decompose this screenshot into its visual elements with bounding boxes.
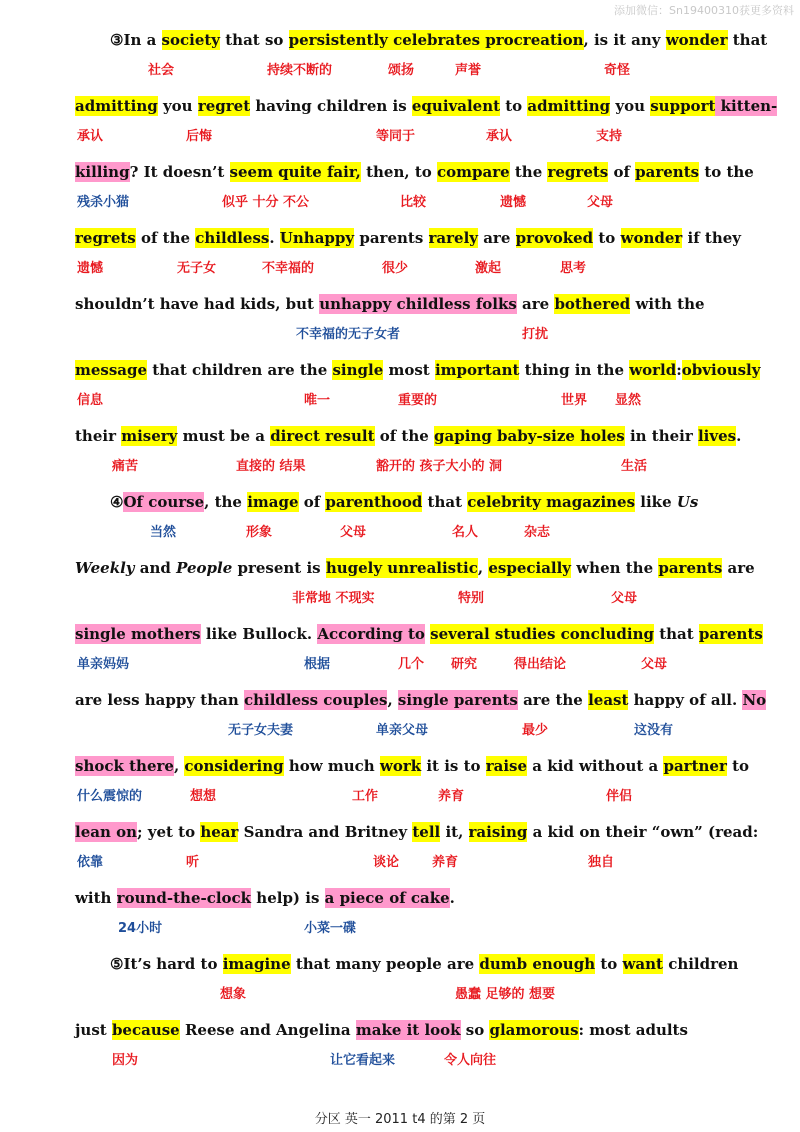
- chinese-gloss: 根据: [304, 657, 331, 672]
- keyword-highlight: admitting: [75, 97, 158, 115]
- text-segment: are less happy than: [75, 691, 244, 709]
- keyword-highlight: imagine: [222, 955, 291, 973]
- chinese-gloss: 这没有: [634, 723, 674, 738]
- text-segment: to: [500, 97, 528, 115]
- keyword-highlight: important: [434, 361, 520, 379]
- keyword-highlight: society: [161, 31, 221, 49]
- text-segment: that children are the: [147, 361, 333, 379]
- text-segment: Weekly: [75, 559, 135, 577]
- text-segment: :: [676, 361, 682, 379]
- text-segment: Us: [676, 493, 699, 511]
- text-segment: to: [593, 229, 621, 247]
- text-segment: like: [635, 493, 677, 511]
- chinese-gloss: 父母: [641, 657, 668, 672]
- text-segment: are: [516, 295, 555, 313]
- keyword-highlight: lives: [697, 427, 737, 445]
- chinese-gloss: 想想: [190, 789, 217, 804]
- text-segment: that: [653, 625, 699, 643]
- keyword-highlight: direct result: [270, 427, 375, 445]
- phrase-highlight: lean on: [75, 823, 137, 841]
- text-segment: when the: [571, 559, 659, 577]
- keyword-highlight: parents: [698, 625, 763, 643]
- chinese-gloss: 令人向往: [444, 1053, 497, 1068]
- chinese-gloss: 让它看起来: [330, 1053, 396, 1068]
- keyword-highlight: seem quite fair,: [229, 163, 361, 181]
- phrase-highlight: make it look: [355, 1021, 461, 1039]
- phrase-highlight: killing: [75, 163, 130, 181]
- text-segment: it is to: [421, 757, 486, 775]
- english-line: [75, 755, 749, 777]
- text-segment: ,: [387, 691, 398, 709]
- keyword-highlight: glamorous: [489, 1021, 579, 1039]
- keyword-highlight: rarely: [428, 229, 478, 247]
- chinese-gloss: 奇怪: [604, 63, 631, 78]
- chinese-gloss: 很少: [382, 261, 409, 276]
- keyword-highlight: wonder: [620, 229, 683, 247]
- keyword-highlight: parents: [658, 559, 723, 577]
- chinese-gloss: 声誉: [455, 63, 482, 78]
- keyword-highlight: single: [332, 361, 384, 379]
- text-segment: are the: [517, 691, 589, 709]
- chinese-gloss: 工作: [352, 789, 379, 804]
- chinese-gloss: 想象: [220, 987, 247, 1002]
- text-segment: just: [75, 1021, 112, 1039]
- english-line: [75, 821, 758, 843]
- english-line: [110, 491, 698, 513]
- chinese-gloss: 支持: [596, 129, 623, 144]
- keyword-highlight: compare: [436, 163, 510, 181]
- chinese-gloss: 等同于: [376, 129, 416, 144]
- text-segment: ,: [173, 757, 185, 775]
- text-segment: .: [449, 889, 455, 907]
- text-segment: if they: [682, 229, 742, 247]
- text-segment: children: [662, 955, 739, 973]
- text-segment: it,: [440, 823, 469, 841]
- text-segment: a kid without a: [527, 757, 664, 775]
- text-segment: are: [477, 229, 516, 247]
- keyword-highlight: Unhappy: [279, 229, 355, 247]
- chinese-gloss: 单亲妈妈: [77, 657, 130, 672]
- chinese-gloss: 激起: [475, 261, 502, 276]
- chinese-gloss: 因为: [112, 1053, 139, 1068]
- keyword-highlight: regrets: [75, 229, 136, 247]
- text-segment: in their: [624, 427, 698, 445]
- english-line: [75, 887, 455, 909]
- chinese-gloss: 痛苦: [112, 459, 139, 474]
- english-line: [75, 623, 763, 645]
- chinese-gloss: 父母: [587, 195, 614, 210]
- text-segment: most: [383, 361, 435, 379]
- english-line: [75, 95, 777, 117]
- text-segment: shouldn’t have had kids, but: [75, 295, 320, 313]
- chinese-gloss: 研究: [451, 657, 478, 672]
- keyword-highlight: raising: [468, 823, 528, 841]
- text-segment: having children is: [250, 97, 412, 115]
- keyword-highlight: hear: [200, 823, 239, 841]
- chinese-gloss: 父母: [611, 591, 638, 606]
- keyword-highlight: considering: [184, 757, 284, 775]
- english-line: [75, 293, 705, 315]
- chinese-gloss: 独自: [588, 855, 615, 870]
- text-segment: with: [75, 889, 117, 907]
- chinese-gloss: 不幸福的: [262, 261, 315, 276]
- keyword-highlight: persistently celebrates procreation: [288, 31, 584, 49]
- chinese-gloss: 重要的: [398, 393, 438, 408]
- phrase-highlight: childless couples: [243, 691, 388, 709]
- phrase-highlight: kitten-: [715, 97, 778, 115]
- chinese-gloss: 形象: [246, 525, 273, 540]
- phrase-highlight: According to: [317, 625, 425, 643]
- chinese-gloss: 什么震惊的: [77, 789, 143, 804]
- keyword-highlight: admitting: [527, 97, 611, 115]
- keyword-highlight: provoked: [515, 229, 594, 247]
- text-segment: People: [176, 559, 233, 577]
- text-segment: the: [509, 163, 548, 181]
- chinese-gloss: 谈论: [373, 855, 400, 870]
- chinese-gloss: 非常地 不现实: [292, 591, 375, 606]
- text-segment: then, to: [360, 163, 437, 181]
- text-segment: that: [422, 493, 468, 511]
- text-segment: of: [608, 163, 636, 181]
- keyword-highlight: world: [629, 361, 677, 379]
- keyword-highlight: tell: [412, 823, 441, 841]
- text-segment: and: [134, 559, 177, 577]
- text-segment: ,: [477, 559, 489, 577]
- text-segment: .: [736, 427, 742, 445]
- english-line: [75, 425, 741, 447]
- phrase-highlight: shock there: [75, 757, 174, 775]
- keyword-highlight: partner: [663, 757, 727, 775]
- text-segment: must be a: [177, 427, 271, 445]
- text-segment: that so: [220, 31, 289, 49]
- english-line: [75, 557, 755, 579]
- chinese-gloss: 愚蠢 足够的 想要: [455, 987, 556, 1002]
- english-line: [75, 359, 760, 381]
- keyword-highlight: because: [111, 1021, 180, 1039]
- chinese-gloss: 世界: [561, 393, 588, 408]
- phrase-highlight: round-the-clock: [116, 889, 252, 907]
- keyword-highlight: childless: [195, 229, 270, 247]
- chinese-gloss: 信息: [77, 393, 104, 408]
- chinese-gloss: 养育: [432, 855, 459, 870]
- text-segment: of the: [135, 229, 196, 247]
- text-segment: how much: [283, 757, 380, 775]
- keyword-highlight: equivalent: [411, 97, 501, 115]
- text-segment: you: [157, 97, 198, 115]
- chinese-gloss: 承认: [486, 129, 513, 144]
- chinese-gloss: 承认: [77, 129, 104, 144]
- text-segment: parents: [354, 229, 429, 247]
- text-segment: a kid on their “own” (read:: [527, 823, 759, 841]
- keyword-highlight: parenthood: [325, 493, 423, 511]
- chinese-gloss: 遗憾: [77, 261, 104, 276]
- text-segment: present is: [232, 559, 326, 577]
- chinese-gloss: 后悔: [186, 129, 213, 144]
- text-segment: that many people are: [290, 955, 480, 973]
- chinese-gloss: 几个: [398, 657, 425, 672]
- chinese-gloss: 无子女: [177, 261, 217, 276]
- phrase-highlight: unhappy childless folks: [319, 295, 517, 313]
- text-segment: help) is: [251, 889, 325, 907]
- text-segment: their: [75, 427, 122, 445]
- text-segment: ; yet to: [137, 823, 201, 841]
- chinese-gloss: 生活: [621, 459, 648, 474]
- text-segment: ③In a: [110, 31, 162, 49]
- chinese-gloss: 不幸福的无子女者: [296, 327, 401, 342]
- english-line: [75, 1019, 688, 1041]
- chinese-gloss: 伴侣: [606, 789, 633, 804]
- text-segment: .: [269, 229, 280, 247]
- text-segment: happy of all.: [628, 691, 743, 709]
- phrase-highlight: No: [742, 691, 767, 709]
- chinese-gloss: 显然: [615, 393, 642, 408]
- page-footer: 分区 英一 2011 t4 的第 2 页: [314, 1112, 486, 1127]
- keyword-highlight: wonder: [665, 31, 728, 49]
- keyword-highlight: hugely unrealistic: [325, 559, 478, 577]
- text-segment: that: [727, 31, 768, 49]
- chinese-gloss: 颂扬: [388, 63, 415, 78]
- keyword-highlight: obviously: [681, 361, 761, 379]
- chinese-gloss: 养育: [438, 789, 465, 804]
- english-line: [110, 953, 738, 975]
- keyword-highlight: least: [588, 691, 629, 709]
- keyword-highlight: dumb enough: [479, 955, 596, 973]
- chinese-gloss: 直接的 结果: [236, 459, 306, 474]
- text-segment: to the: [699, 163, 754, 181]
- text-segment: ④: [110, 493, 124, 511]
- chinese-gloss: 小菜一碟: [304, 921, 357, 936]
- keyword-highlight: image: [247, 493, 299, 511]
- chinese-gloss: 当然: [150, 525, 177, 540]
- keyword-highlight: support: [650, 97, 716, 115]
- text-segment: to: [595, 955, 623, 973]
- keyword-highlight: message: [75, 361, 148, 379]
- keyword-highlight: especially: [488, 559, 572, 577]
- chinese-gloss: 名人: [452, 525, 479, 540]
- text-segment: like Bullock.: [200, 625, 318, 643]
- chinese-gloss: 遗憾: [500, 195, 527, 210]
- chinese-gloss: 比较: [400, 195, 427, 210]
- keyword-highlight: work: [379, 757, 422, 775]
- english-line: [75, 227, 741, 249]
- text-segment: to: [726, 757, 750, 775]
- text-segment: : most adults: [578, 1021, 688, 1039]
- chinese-gloss: 依靠: [77, 855, 104, 870]
- text-segment: you: [610, 97, 651, 115]
- chinese-gloss: 社会: [148, 63, 175, 78]
- chinese-gloss: 单亲父母: [376, 723, 429, 738]
- chinese-gloss: 无子女夫妻: [228, 723, 294, 738]
- keyword-highlight: regrets: [547, 163, 609, 181]
- chinese-gloss: 最少: [522, 723, 549, 738]
- phrase-highlight: Of course: [123, 493, 205, 511]
- text-segment: ⑤It’s hard to: [110, 955, 223, 973]
- keyword-highlight: want: [622, 955, 663, 973]
- text-segment: Reese and Angelina: [179, 1021, 356, 1039]
- chinese-gloss: 父母: [340, 525, 367, 540]
- chinese-gloss: 似乎 十分 不公: [222, 195, 310, 210]
- chinese-gloss: 杂志: [524, 525, 551, 540]
- phrase-highlight: single mothers: [75, 625, 201, 643]
- chinese-gloss: 持续不断的: [267, 63, 333, 78]
- phrase-highlight: single parents: [397, 691, 518, 709]
- chinese-gloss: 听: [186, 855, 200, 870]
- keyword-highlight: celebrity magazines: [467, 493, 636, 511]
- keyword-highlight: several studies concluding: [430, 625, 654, 643]
- phrase-highlight: a piece of cake: [324, 889, 450, 907]
- text-segment: so: [460, 1021, 490, 1039]
- chinese-gloss: 唯一: [304, 393, 331, 408]
- chinese-gloss: 思考: [560, 261, 587, 276]
- english-line: [75, 689, 766, 711]
- text-segment: of: [298, 493, 326, 511]
- text-segment: ? It doesn’t: [129, 163, 230, 181]
- watermark: 添加微信：Sn19400310获更多资料: [614, 4, 794, 17]
- text-segment: , is it any: [583, 31, 666, 49]
- chinese-gloss: 残杀小猫: [77, 195, 130, 210]
- keyword-highlight: gaping baby-size holes: [434, 427, 625, 445]
- chinese-gloss: 豁开的 孩子大小的 洞: [376, 459, 503, 474]
- text-segment: Sandra and Britney: [238, 823, 413, 841]
- english-line: [75, 161, 754, 183]
- chinese-gloss: 打扰: [522, 327, 549, 342]
- text-segment: are: [722, 559, 755, 577]
- text-segment: thing in the: [519, 361, 630, 379]
- keyword-highlight: regret: [197, 97, 251, 115]
- text-segment: with the: [630, 295, 705, 313]
- chinese-gloss: 特别: [458, 591, 485, 606]
- keyword-highlight: parents: [635, 163, 700, 181]
- text-segment: , the: [204, 493, 248, 511]
- keyword-highlight: raise: [485, 757, 528, 775]
- keyword-highlight: misery: [121, 427, 178, 445]
- chinese-gloss: 24小时: [118, 921, 163, 936]
- chinese-gloss: 得出结论: [514, 657, 567, 672]
- english-line: [110, 29, 767, 51]
- keyword-highlight: bothered: [554, 295, 631, 313]
- text-segment: of the: [374, 427, 435, 445]
